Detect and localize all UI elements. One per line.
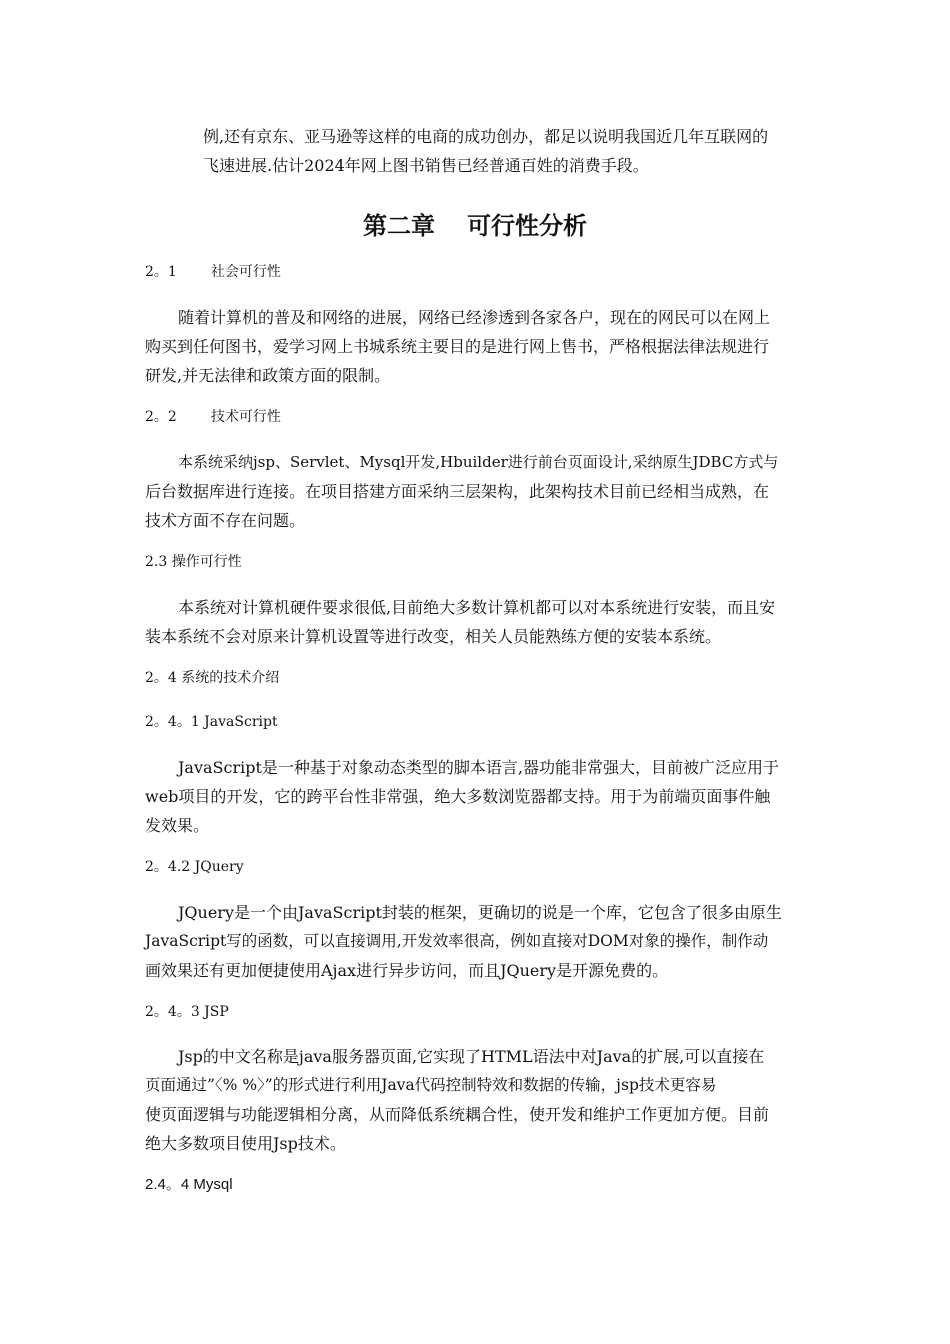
section-2-4-2-heading: 2。4.2 JQuery (145, 859, 244, 875)
intro-line-1: 例,还有京东、亚马逊等这样的电商的成功创办，都足以说明我国近几年互联网的 (203, 127, 769, 146)
section-2-4-2-para-line: JQuery是一个由JavaScript封装的框架，更确切的说是一个库，它包含了很多由原生 (178, 903, 782, 922)
section-2-4-2-para-line: JavaScript写的函数，可以直接调用,开发效率很高，例如直接对DOM对象的操作，制作动 (145, 932, 769, 950)
chapter-title (0, 210, 950, 242)
section-2-1-heading (145, 261, 281, 283)
section-2-3-para-line: 装本系统不会对原来计算机设置等进行改变，相关人员能熟练方便的安装本系统。 (145, 627, 722, 646)
section-title: 社会可行性 (210, 264, 281, 280)
section-2-4-1-para-line: 发效果。 (145, 816, 210, 835)
section-2-2-para-line: 本系统采纳jsp、Servlet、Mysql开发,Hbuilder进行前台页面设计,采纳原生JDBC方式与 (178, 453, 779, 471)
section-2-3-heading: 2.3 操作可行性 (145, 554, 242, 570)
section-2-1-para-line: 随着计算机的普及和网络的进展，网络已经渗透到各家各户，现在的网民可以在网上 (178, 308, 771, 327)
section-2-4-2-para-line: 画效果还有更加便捷使用Ajax进行异步访问，而且JQuery是开源免费的。 (145, 961, 669, 980)
section-2-4-3-para-line: Jsp的中文名称是java服务器页面,它实现了HTML语法中对Java的扩展,可以直接在 (178, 1047, 765, 1066)
chapter-number: 第二章 (363, 211, 435, 240)
section-title: 技术可行性 (210, 409, 281, 425)
section-2-4-1-para-line: web项目的开发，它的跨平台性非常强，绝大多数浏览器都支持。用于为前端页面事件触 (145, 787, 771, 806)
section-number: 2。2 (145, 409, 177, 425)
section-number: 2。1 (145, 264, 177, 280)
section-2-4-3-para-line: 使页面逻辑与功能逻辑相分离，从而降低系统耦合性，使开发和维护工作更加方便。目前 (145, 1105, 770, 1124)
intro-line-2: 飞速进展.估计2024年网上图书销售已经普通百姓的消费手段。 (203, 156, 649, 175)
chapter-name: 可行性分析 (467, 211, 587, 240)
section-2-4-4-heading: 2.4。4 Mysql (145, 1176, 233, 1193)
section-2-2-para-line: 后台数据库进行连接。在项目搭建方面采纳三层架构，此架构技术目前已经相当成熟，在 (145, 482, 770, 501)
section-2-3-para-line: 本系统对计算机硬件要求很低,目前绝大多数计算机都可以对本系统进行安装，而且安 (178, 598, 776, 617)
section-2-2-heading (145, 406, 281, 428)
section-2-1-para-line: 购买到任何图书，爱学习网上书城系统主要目的是进行网上售书，严格根据法律法规进行 (145, 337, 770, 356)
section-2-4-1-para-line: JavaScript是一种基于对象动态类型的脚本语言,器功能非常强大，目前被广泛应用于 (178, 758, 779, 777)
section-2-4-3-para-line: 绝大多数项目使用Jsp技术。 (145, 1134, 346, 1153)
section-2-2-para-line: 技术方面不存在问题。 (145, 511, 306, 530)
section-2-4-heading: 2。4 系统的技术介绍 (145, 670, 280, 686)
section-2-4-3-heading: 2。4。3 JSP (145, 1004, 229, 1020)
section-2-4-3-para-line: 页面通过”〈% %〉”的形式进行利用Java代码控制特效和数据的传输，jsp技术更容易 (145, 1076, 717, 1094)
section-2-4-1-heading: 2。4。1 JavaScript (145, 714, 278, 730)
section-2-1-para-line: 研发,并无法律和政策方面的限制。 (145, 366, 391, 385)
